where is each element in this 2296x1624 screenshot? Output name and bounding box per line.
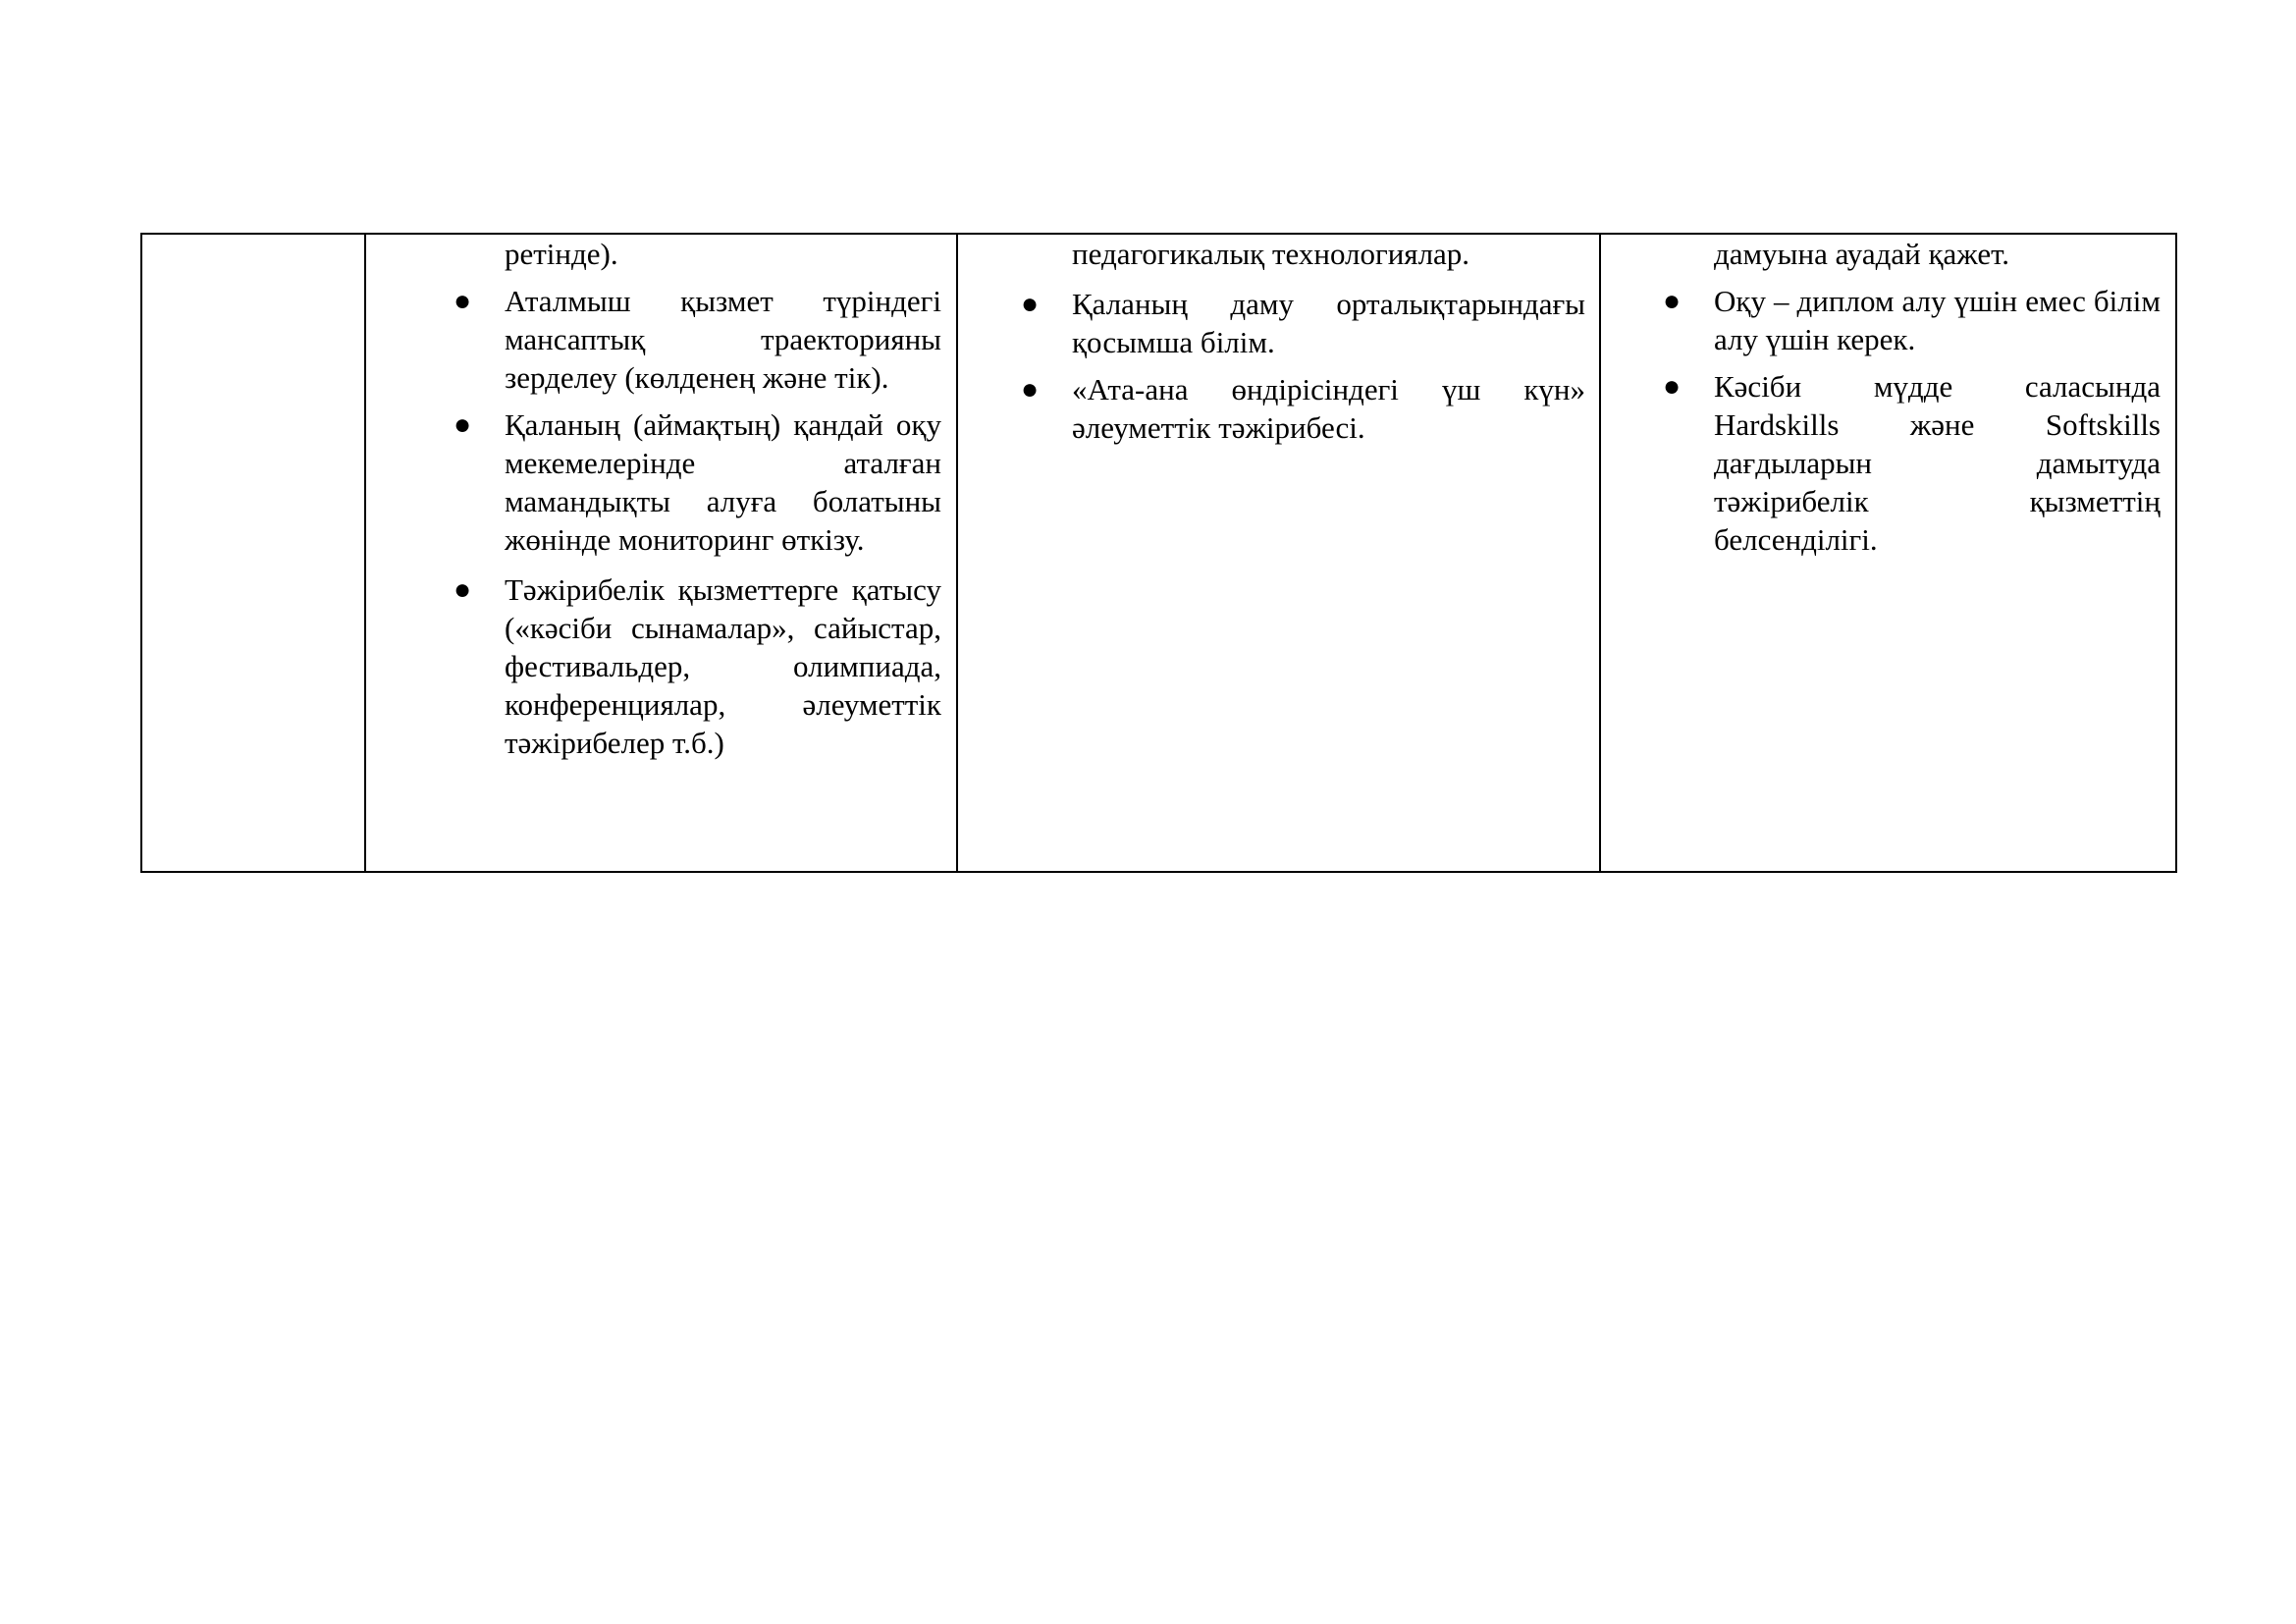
list-item-text: Қаланың (аймақтың) қандай оқу мекемелерінде аталған мамандықты алуға болатыны жөнінде мониторинг өткізу. [505, 407, 941, 557]
list-item-text: Оқу – диплом алу үшін емес білім алу үшін керек. [1714, 284, 2161, 356]
continuation-text: педагогикалық технологиялар. [1072, 237, 1470, 271]
table-cell-results [1600, 234, 2176, 872]
bullet-list [1663, 282, 2161, 559]
bullet-list [1021, 285, 1585, 447]
list-item [454, 406, 941, 559]
list-item-text: Қаланың даму орталықтарындағы қосымша білім. [1072, 287, 1585, 359]
list-item-text: Тәжірибелік қызметтерге қатысу («кәсіби сынамалар», сайыстар, фестивальдер, олимпиада, конференциялар, әлеуметтік тәжірибелер т.б.) [505, 572, 941, 760]
bullet-list [454, 282, 941, 762]
list-item [1021, 285, 1585, 361]
list-item-text: «Ата-ана өндірісіндегі үш күн» әлеуметтік тәжірибесі. [1072, 372, 1585, 445]
cell-content [1021, 235, 1599, 447]
list-item-text: Аталмыш қызмет түріндегі мансаптық траекторияны зерделеу (көлденең және тік). [505, 284, 941, 395]
list-item [454, 570, 941, 762]
continuation-text: ретінде). [505, 237, 618, 271]
bullet-icon: ● [454, 408, 472, 441]
bullet-icon: ● [1021, 373, 1040, 406]
list-item [1663, 367, 2161, 559]
bullet-icon: ● [454, 573, 472, 606]
list-item-text: Кәсіби мүдде саласында Hardskills және Softskills дағдыларын дамытуда тәжірибелік қызметтің белсенділігі. [1714, 369, 2161, 557]
list-item [1663, 282, 2161, 358]
content-table [140, 233, 2177, 873]
bullet-icon: ● [1663, 285, 1682, 317]
table-cell-empty [141, 234, 365, 872]
list-item [1021, 370, 1585, 447]
bullet-icon: ● [454, 285, 472, 317]
table-row [141, 234, 2176, 872]
table-cell-resources [957, 234, 1600, 872]
bullet-icon: ● [1021, 288, 1040, 320]
cell-content [1663, 235, 2175, 559]
list-item [454, 282, 941, 397]
bullet-icon: ● [1663, 370, 1682, 403]
table-cell-activities [365, 234, 957, 872]
continuation-text: дамуына ауадай қажет. [1714, 237, 2010, 271]
cell-content [454, 235, 956, 762]
